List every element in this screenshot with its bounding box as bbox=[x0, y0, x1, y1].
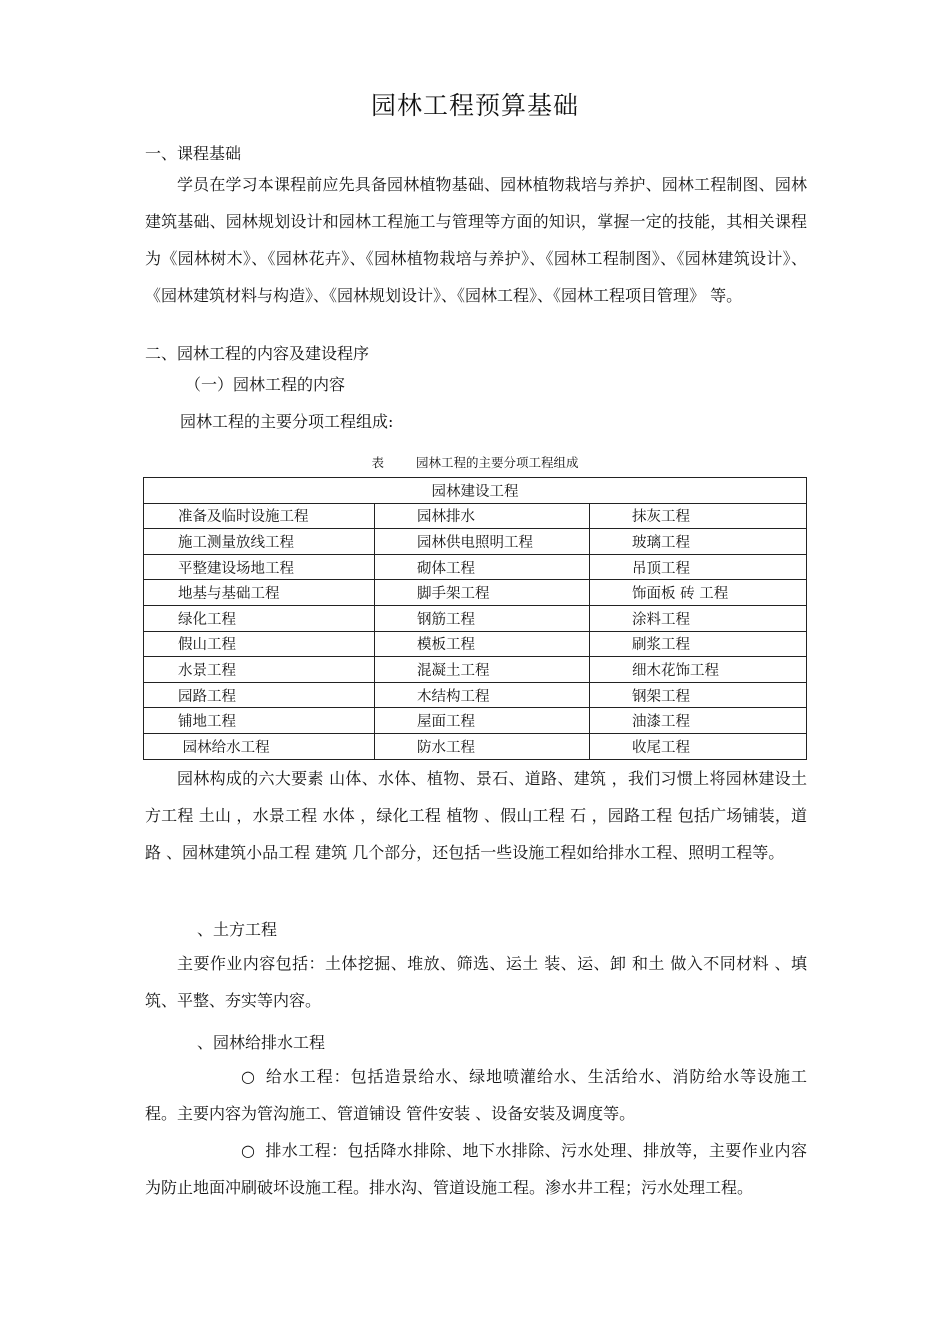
table-row bbox=[144, 503, 807, 529]
table-caption-label: 表 bbox=[371, 455, 384, 470]
table-row bbox=[144, 733, 807, 759]
table-cell: 园路工程 bbox=[144, 682, 375, 708]
table-cell: 施工测量放线工程 bbox=[144, 529, 375, 555]
table-cell: 铺地工程 bbox=[144, 708, 375, 734]
table-cell: 假山工程 bbox=[144, 631, 375, 657]
table-header-row bbox=[144, 478, 807, 504]
circle-bullet-icon: ○ bbox=[241, 1141, 255, 1160]
table-cell: 玻璃工程 bbox=[590, 529, 807, 555]
table-row bbox=[144, 708, 807, 734]
water-heading: 、园林给排水工程 bbox=[197, 1033, 326, 1052]
table-row bbox=[144, 580, 807, 606]
table-cell: 吊顶工程 bbox=[590, 554, 807, 580]
section1-paragraph: 学员在学习本课程前应先具备园林植物基础、园林植物栽培与养护、园林工程制图、园林建筑基础、园林规划设计和园林工程施工与管理等方面的知识，掌握一定的技能，其相关课程为《园林树木》、《园林花卉》、《园林植物栽培与养护》、《园林工程制图》、《园林建筑设计》、《园林建筑材料与构造》、《园林规划设计》、《园林工程》、《园林工程项目管理》 等。 bbox=[145, 175, 807, 305]
section2-intro: 园林工程的主要分项工程组成: bbox=[180, 412, 394, 431]
table-cell: 木结构工程 bbox=[375, 682, 590, 708]
table-cell: 地基与基础工程 bbox=[144, 580, 375, 606]
table-cell: 准备及临时设施工程 bbox=[144, 503, 375, 529]
table-cell: 刷浆工程 bbox=[590, 631, 807, 657]
table-caption bbox=[0, 453, 950, 471]
table-cell: 园林排水 bbox=[375, 503, 590, 529]
table-cell: 防水工程 bbox=[375, 733, 590, 759]
table-cell: 细木花饰工程 bbox=[590, 657, 807, 683]
table-cell: 混凝土工程 bbox=[375, 657, 590, 683]
table-cell: 屋面工程 bbox=[375, 708, 590, 734]
drainage-text: 排水工程：包括降水排除、地下水排除、污水处理、排放等，主要作业内容为防止地面冲刷破坏设施工程。排水沟、管道设施工程。渗水井工程；污水处理工程。 bbox=[145, 1141, 807, 1197]
table-cell: 平整建设场地工程 bbox=[144, 554, 375, 580]
section1-heading: 一、课程基础 bbox=[145, 144, 242, 163]
table-row bbox=[144, 682, 807, 708]
table-cell: 水景工程 bbox=[144, 657, 375, 683]
table-cell: 饰面板 砖 工程 bbox=[590, 580, 807, 606]
earthwork-heading: 、土方工程 bbox=[197, 920, 278, 939]
earthwork-paragraph: 主要作业内容包括：土体挖掘、堆放、筛选、运土 装、运、卸 和土 做入不同材料 、填筑、平整、夯实等内容。 bbox=[145, 954, 807, 1010]
water-supply-text: 给水工程：包括造景给水、绿地喷灌给水、生活给水、消防给水等设施工程。主要内容为管沟施工、管道铺设 管件安装 、设备安装及调度等。 bbox=[145, 1067, 807, 1123]
table-row bbox=[144, 631, 807, 657]
elements-paragraph: 园林构成的六大要素 山体、水体、植物、景石、道路、建筑 ，我们习惯上将园林建设土方工程 土山 ，水景工程 水体 ，绿化工程 植物 、假山工程 石 ，园路工程 包括广场铺装，道路 、园林建筑小品工程 建筑 几个部分，还包括一些设施工程如给排水工程、照明工程等。 bbox=[145, 769, 807, 862]
works-table bbox=[143, 477, 807, 760]
table-cell: 油漆工程 bbox=[590, 708, 807, 734]
section2-subheading: （一）园林工程的内容 bbox=[185, 375, 346, 394]
table-cell: 园林供电照明工程 bbox=[375, 529, 590, 555]
table-cell: 绿化工程 bbox=[144, 605, 375, 631]
table-cell: 抹灰工程 bbox=[590, 503, 807, 529]
page-title: 园林工程预算基础 bbox=[370, 91, 579, 120]
table-cell: 脚手架工程 bbox=[375, 580, 590, 606]
table-cell: 砌体工程 bbox=[375, 554, 590, 580]
table-row bbox=[144, 605, 807, 631]
table-row bbox=[144, 657, 807, 683]
table-cell: 收尾工程 bbox=[590, 733, 807, 759]
table-caption-title: 园林工程的主要分项工程组成 bbox=[416, 455, 579, 470]
table-cell: 模板工程 bbox=[375, 631, 590, 657]
drainage-paragraph bbox=[145, 1132, 807, 1206]
table-header: 园林建设工程 bbox=[144, 478, 807, 504]
table-row bbox=[144, 529, 807, 555]
table-cell: 涂料工程 bbox=[590, 605, 807, 631]
table-row bbox=[144, 554, 807, 580]
section2-heading: 二、园林工程的内容及建设程序 bbox=[145, 344, 370, 363]
table-cell: 钢架工程 bbox=[590, 682, 807, 708]
table-cell: 钢筋工程 bbox=[375, 605, 590, 631]
circle-bullet-icon: ○ bbox=[241, 1067, 255, 1086]
table-cell: 园林给水工程 bbox=[144, 733, 375, 759]
water-supply-paragraph bbox=[145, 1058, 807, 1132]
